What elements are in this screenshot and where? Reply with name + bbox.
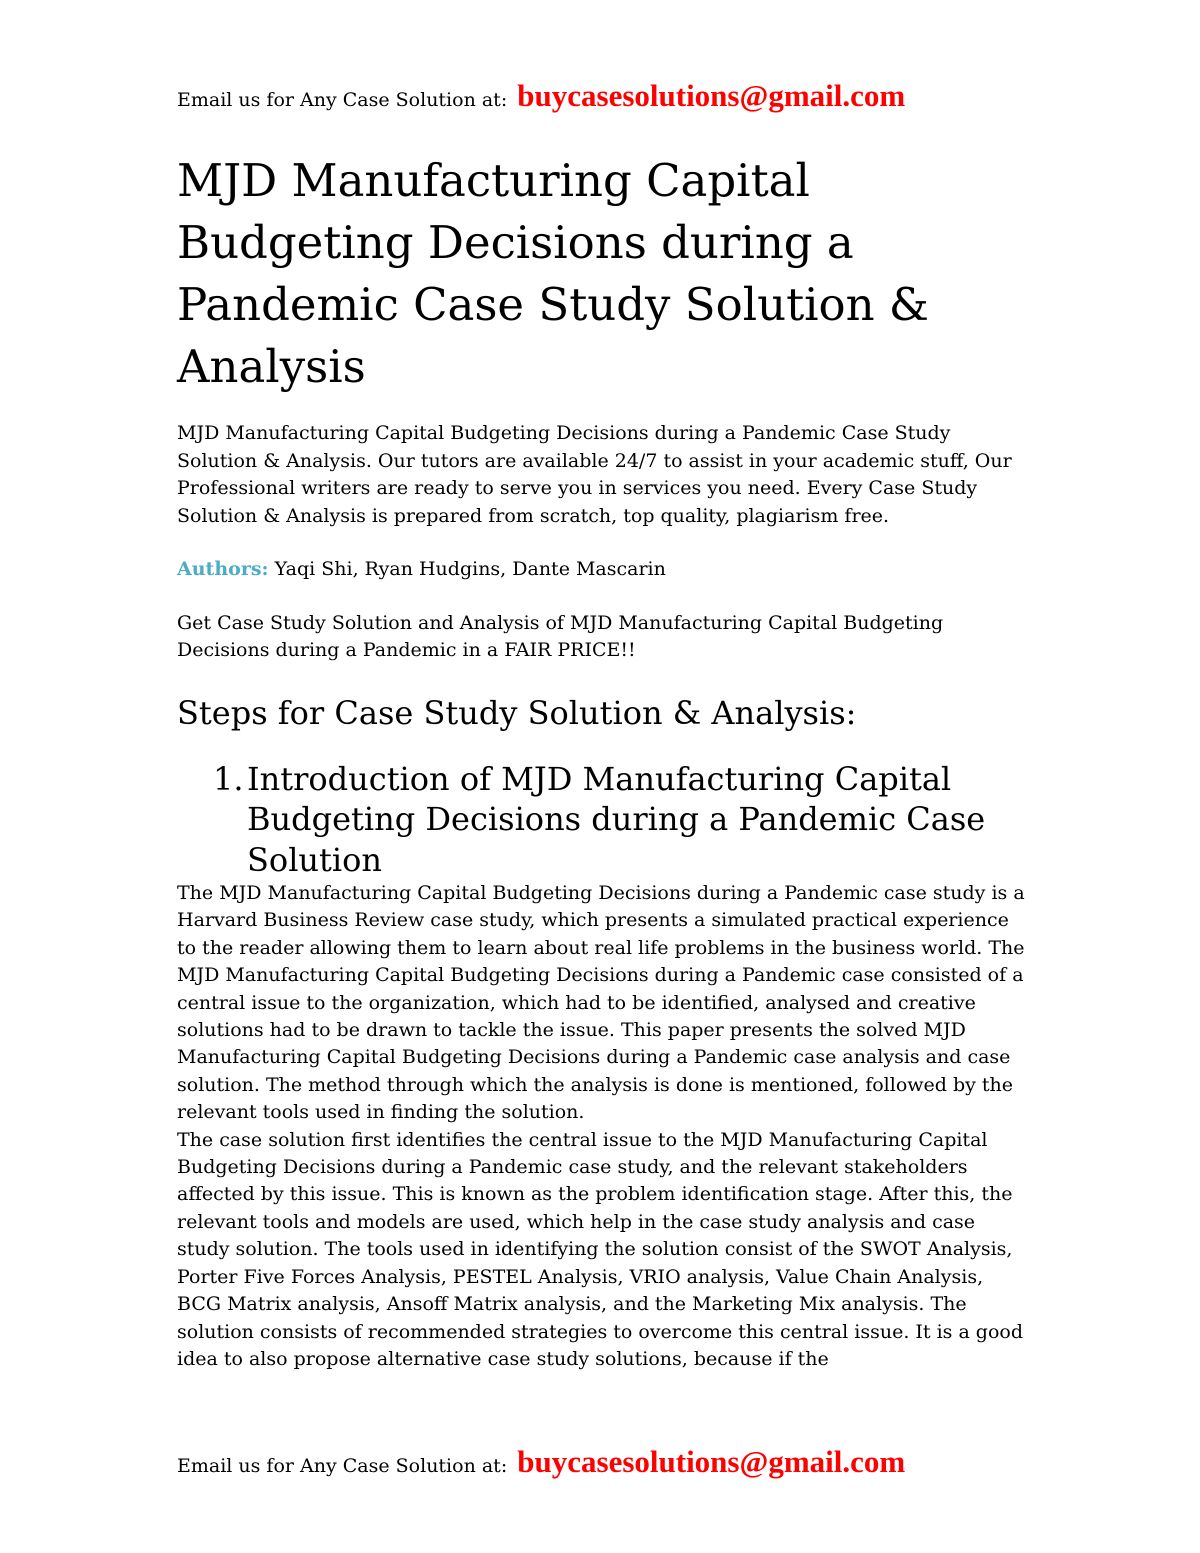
body-paragraph: The MJD Manufacturing Capital Budgeting Decisions during a Pandemic case study is a Harvard Business Review case study, which presents a simulated practical experience to the reader allowing them to learn about real life problems in the business world. The MJD Manufacturing Capital Budgeting Decisions during a Pandemic case consisted of a central issue to the organization, which had to be identified, analysed and creative solutions had to be drawn to tackle the issue. This paper presents the solved MJD Manufacturing Capital Budgeting Decisions during a Pandemic case analysis and case solution. The method through which the analysis is done is mentioned, followed by the relevant tools used in finding the solution.: [177, 882, 1025, 1124]
page-footer: [177, 1444, 905, 1480]
step-title: Introduction of MJD Manufacturing Capital Budgeting Decisions during a Pandemic Case Solution: [247, 759, 986, 879]
document-title: MJD Manufacturing Capital Budgeting Decisions during a Pandemic Case Study Solution & Analysis: [177, 154, 929, 393]
intro-paragraph: MJD Manufacturing Capital Budgeting Decisions during a Pandemic Case Study Solution & Analysis. Our tutors are available 24/7 to assist in your academic stuff, Our Professional writers are ready to serve you in services you need. Every Case Study Solution & Analysis is prepared from scratch, top quality, plagiarism free.: [177, 422, 1012, 527]
step-number: 1.: [213, 759, 244, 798]
header-email-link[interactable]: buycasesolutions@gmail.com: [517, 78, 906, 113]
document-body: [177, 150, 1027, 1373]
authors-line: [177, 556, 1027, 584]
steps-heading: Steps for Case Study Solution & Analysis:: [177, 693, 857, 732]
header-label: Email us for Any Case Solution at:: [177, 89, 508, 111]
steps-list: [177, 759, 1027, 881]
body-paragraph: The case solution first identifies the central issue to the MJD Manufacturing Capital Budgeting Decisions during a Pandemic case study, and the relevant stakeholders affected by this issue. This is known as the problem identification stage. After this, the relevant tools and models are used, which help in the case study analysis and case study solution. The tools used in identifying the solution consist of the SWOT Analysis, Porter Five Forces Analysis, PESTEL Analysis, VRIO analysis, Value Chain Analysis, BCG Matrix analysis, Ansoff Matrix analysis, and the Marketing Mix analysis. The solution consists of recommended strategies to overcome this central issue. It is a good idea to also propose alternative case study solutions, because if the: [177, 1128, 1024, 1370]
footer-email-link[interactable]: buycasesolutions@gmail.com: [517, 1444, 906, 1479]
authors-names: Yaqi Shi, Ryan Hudgins, Dante Mascarin: [274, 558, 666, 580]
footer-label: Email us for Any Case Solution at:: [177, 1455, 508, 1477]
offer-paragraph: Get Case Study Solution and Analysis of MJD Manufacturing Capital Budgeting Decisions during a Pandemic in a FAIR PRICE!!: [177, 611, 944, 661]
step-item: [177, 759, 1027, 881]
page-header: [177, 78, 905, 114]
authors-label: Authors:: [177, 558, 269, 580]
